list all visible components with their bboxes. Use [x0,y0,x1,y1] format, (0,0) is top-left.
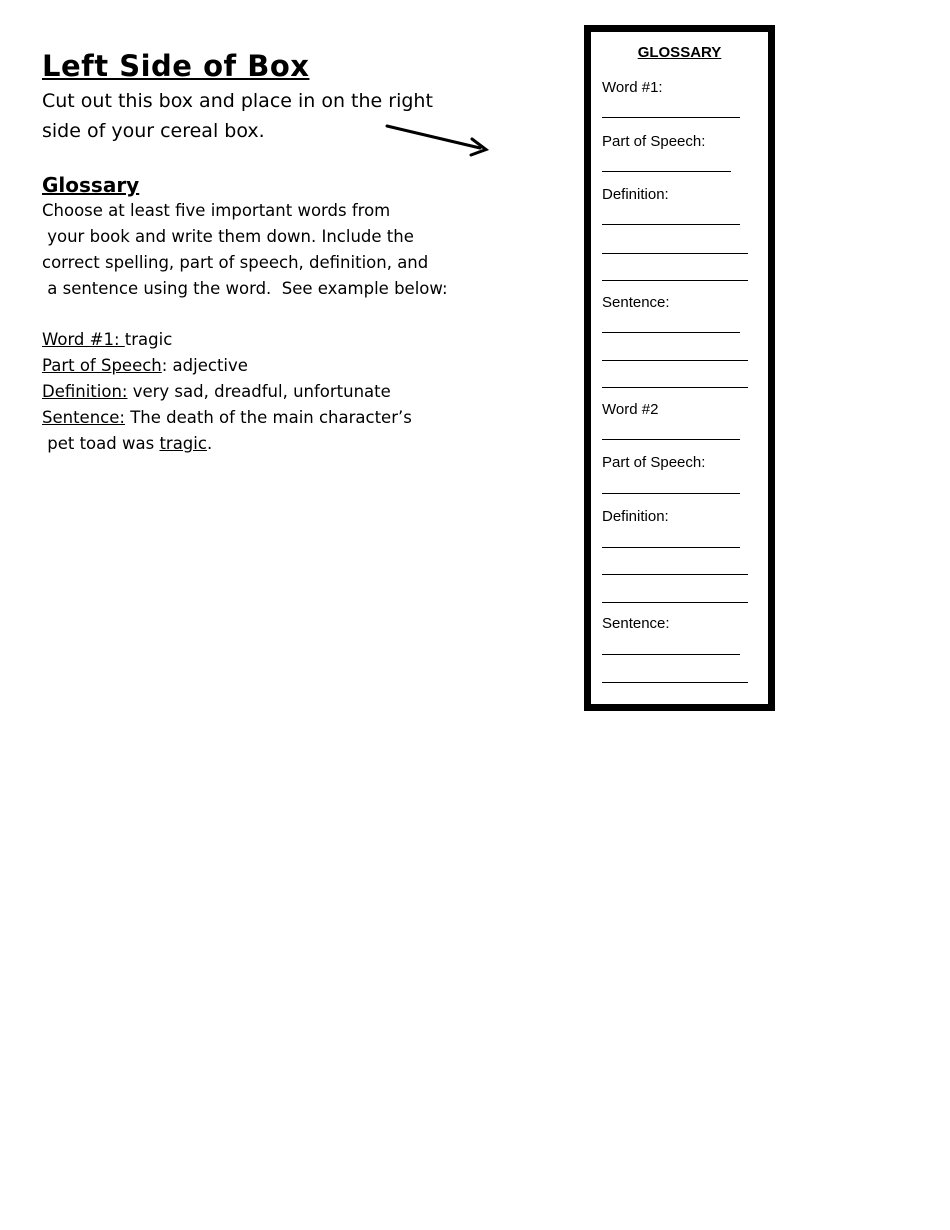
sent1-label: Sentence: [602,294,670,311]
example-sentence-label: Sentence: [42,408,125,427]
example-word-row [42,327,482,353]
example-word-label: Word #1: [42,330,125,349]
write-line [602,280,748,281]
write-line [602,224,740,225]
page-title: Left Side of Box [42,49,310,83]
left-column [42,48,482,457]
pos1-label: Part of Speech: [602,133,706,150]
write-line [602,574,748,575]
example-word-value: tragic [124,330,173,349]
example-pos-label: Part of Speech [42,356,162,375]
intro-line: side of your cereal box. [42,120,265,142]
write-line [602,117,740,118]
example-sentence-row [42,405,482,431]
def2-label: Definition: [602,508,669,525]
write-line [602,360,748,361]
instruction-line: Choose at least five important words from [42,201,391,220]
glossary-cutout-box [584,25,775,711]
word1-label: Word #1: [602,79,663,96]
example-sentence-post: . [206,434,213,453]
instruction-line: correct spelling, part of speech, definition, and [42,253,429,272]
glossary-heading: Glossary [42,173,140,197]
intro-line: Cut out this box and place in on the right [42,90,433,112]
write-line [602,332,740,333]
instruction-line: a sentence using the word. See example below: [42,279,448,298]
example-sentence-word: tragic [159,434,207,453]
instructions [42,198,482,302]
write-line [602,493,740,494]
example-sentence-pre: pet toad was [42,434,160,453]
write-line [602,547,740,548]
write-line [602,253,748,254]
write-line [602,602,748,603]
example-def-label: Definition: [42,382,128,401]
example-def-value: very sad, dreadful, unfortunate [127,382,391,401]
write-line [602,387,748,388]
glossary-box-title: GLOSSARY [637,44,722,61]
example-def-row [42,379,482,405]
write-line [602,654,740,655]
write-line [602,171,731,172]
example-pos-value: : adjective [161,356,248,375]
example-entry [42,327,482,457]
instruction-line: your book and write them down. Include the [42,227,414,246]
example-sentence-value: The death of the main character’s [124,408,412,427]
example-pos-row [42,353,482,379]
arrow-right-icon [384,120,494,160]
pos2-label: Part of Speech: [602,454,706,471]
write-line [602,439,740,440]
example-sentence-row-2 [42,431,482,457]
sent2-label: Sentence: [602,615,670,632]
write-line [602,682,748,683]
word2-label: Word #2 [602,401,659,418]
def1-label: Definition: [602,186,669,203]
